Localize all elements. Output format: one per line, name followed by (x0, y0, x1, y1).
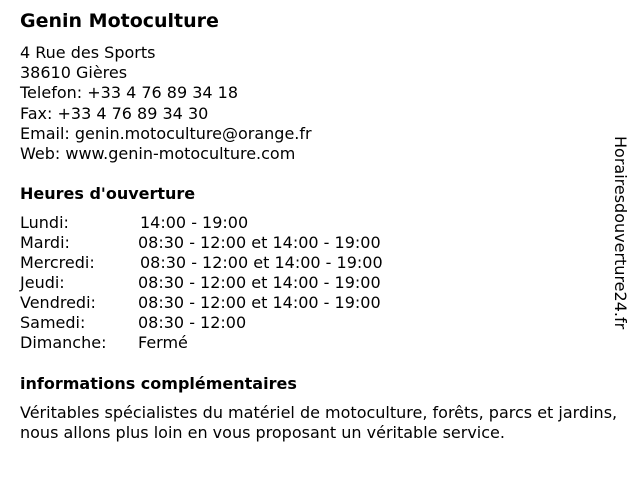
day-hours: 08:30 - 12:00 et 14:00 - 19:00 (138, 233, 381, 252)
additional-info-text: Véritables spécialistes du matériel de motoculture, forêts, parcs et jardins, nous allons plus loin en vous proposant un véritable service. (20, 403, 618, 442)
opening-hours-list (20, 213, 520, 353)
day-hours: Fermé (138, 333, 188, 352)
day-label: Lundi: (20, 213, 69, 232)
phone-number: Telefon: +33 4 76 89 34 18 (20, 83, 239, 103)
fax-number: Fax: +33 4 76 89 34 30 (20, 103, 209, 123)
day-label: Vendredi: (20, 293, 96, 312)
day-label: Mercredi: (20, 253, 95, 272)
contact-block (20, 43, 312, 164)
email-address: Email: genin.motoculture@orange.fr (20, 123, 312, 143)
hours-row-wednesday (20, 253, 520, 273)
website-address: Web: www.genin-motoculture.com (20, 144, 296, 164)
day-hours: 08:30 - 12:00 et 14:00 - 19:00 (140, 253, 383, 272)
hours-row-tuesday (20, 233, 520, 253)
day-label: Samedi: (20, 313, 86, 332)
day-hours: 14:00 - 19:00 (140, 213, 249, 232)
site-watermark (610, 136, 630, 370)
day-label: Mardi: (20, 233, 70, 252)
business-name: Genin Motoculture (20, 10, 219, 32)
hours-row-thursday (20, 273, 520, 293)
day-hours: 08:30 - 12:00 et 14:00 - 19:00 (138, 273, 381, 292)
day-hours: 08:30 - 12:00 (138, 313, 247, 332)
opening-hours-heading: Heures d'ouverture (20, 184, 196, 203)
day-hours: 08:30 - 12:00 et 14:00 - 19:00 (138, 293, 381, 312)
hours-row-monday (20, 213, 520, 233)
site-watermark-text: Horairesdouverture24.fr (611, 136, 630, 330)
day-label: Jeudi: (20, 273, 65, 292)
day-label: Dimanche: (20, 333, 107, 352)
additional-info-heading: informations complémentaires (20, 374, 297, 393)
hours-row-saturday (20, 313, 520, 333)
hours-row-sunday (20, 333, 520, 353)
street-address: 4 Rue des Sports (20, 43, 156, 62)
hours-row-friday (20, 293, 520, 313)
city-address: 38610 Gières (20, 63, 128, 83)
